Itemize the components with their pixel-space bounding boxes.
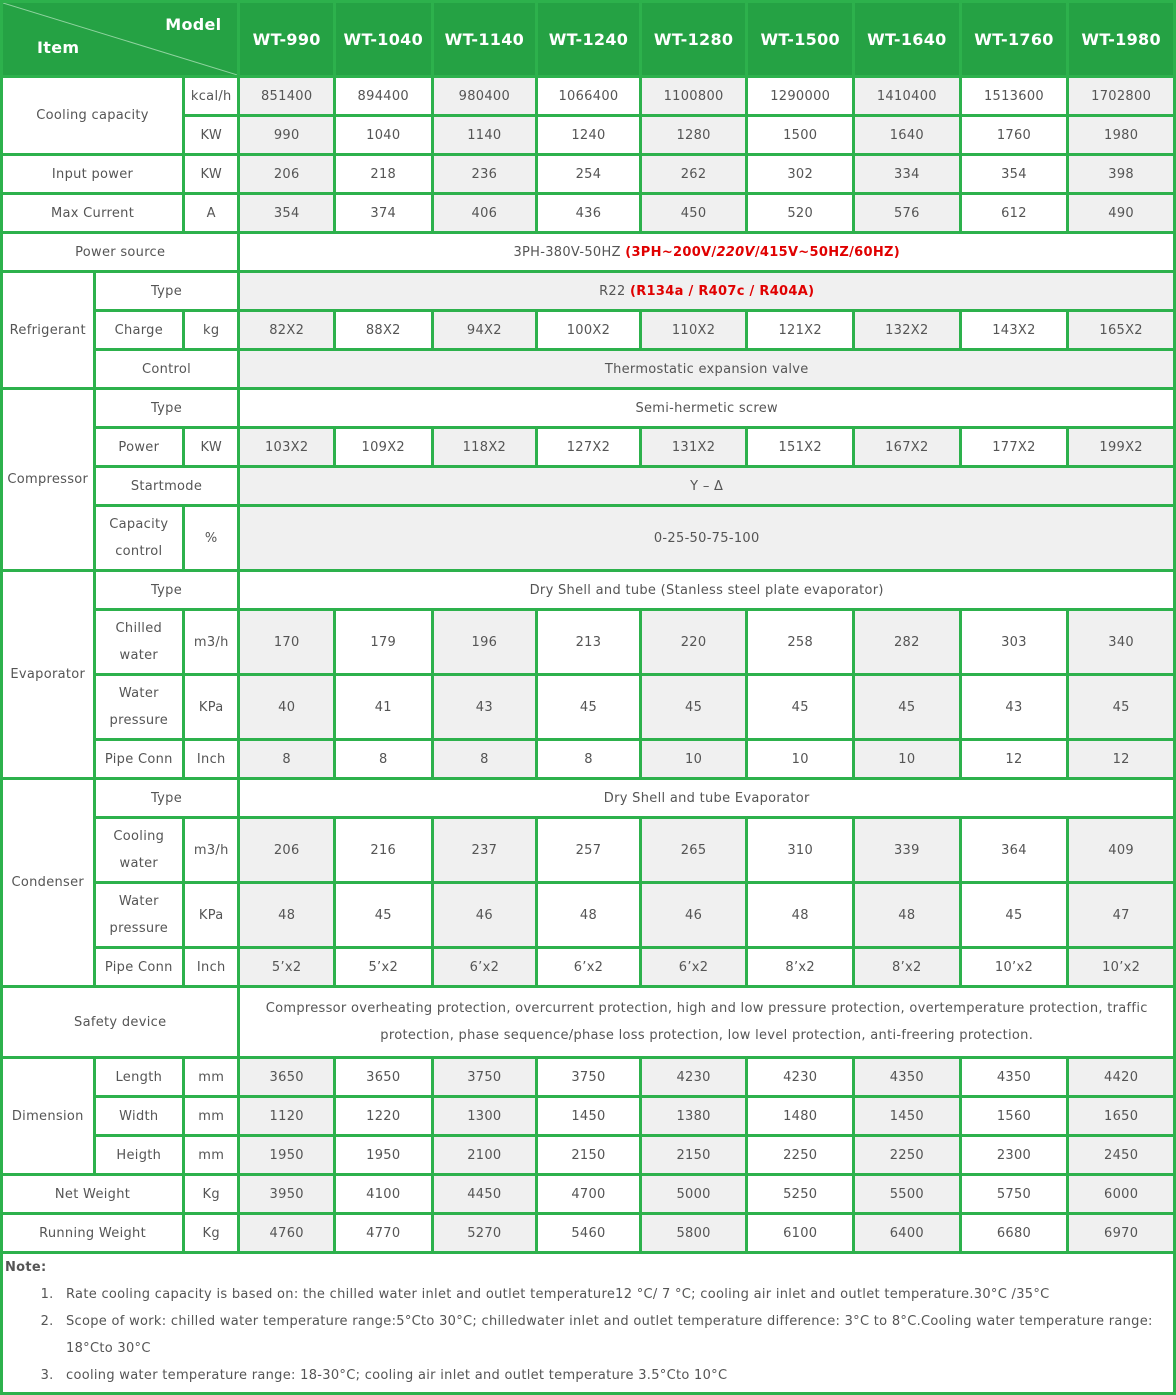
value-cell: 151X2 bbox=[747, 428, 854, 467]
value-cell: 8 bbox=[537, 740, 641, 779]
value-cell: 258 bbox=[747, 610, 854, 675]
value-cell: 1980 bbox=[1068, 116, 1175, 155]
row-label-safety-device: Safety device bbox=[2, 987, 239, 1058]
sub-label: Cooling water bbox=[94, 818, 184, 883]
value-cell: 196 bbox=[432, 610, 537, 675]
sub-label: Startmode bbox=[94, 467, 239, 506]
value-cell: 894400 bbox=[334, 77, 432, 116]
value-cell: 177X2 bbox=[960, 428, 1068, 467]
value-cell: 5460 bbox=[537, 1214, 641, 1253]
value-cell: 48 bbox=[854, 883, 961, 948]
value-cell: 88X2 bbox=[334, 311, 432, 350]
value-cell: 47 bbox=[1068, 883, 1175, 948]
table-row bbox=[2, 1136, 1175, 1175]
unit-cell: KW bbox=[184, 428, 239, 467]
value-cell: 4760 bbox=[239, 1214, 335, 1253]
value-cell: 1950 bbox=[239, 1136, 335, 1175]
table-row bbox=[2, 610, 1175, 675]
value-cell: 1702800 bbox=[1068, 77, 1175, 116]
model-name: WT-1240 bbox=[537, 2, 641, 77]
compressor-startmode-value: Y – Δ bbox=[239, 467, 1175, 506]
unit-cell: A bbox=[184, 194, 239, 233]
value-cell: 334 bbox=[854, 155, 961, 194]
value-cell: 165X2 bbox=[1068, 311, 1175, 350]
value-cell: 8 bbox=[239, 740, 335, 779]
power-source-alt bbox=[625, 245, 900, 260]
value-cell: 1650 bbox=[1068, 1097, 1175, 1136]
sub-label: Type bbox=[94, 272, 239, 311]
value-cell: 213 bbox=[537, 610, 641, 675]
group-label-evaporator: Evaporator bbox=[2, 571, 95, 779]
value-cell: 6’x2 bbox=[537, 948, 641, 987]
value-cell: 2300 bbox=[960, 1136, 1068, 1175]
table-row bbox=[2, 272, 1175, 311]
sub-label: Charge bbox=[94, 311, 184, 350]
value-cell: 1450 bbox=[537, 1097, 641, 1136]
model-label: Model bbox=[165, 15, 222, 34]
value-cell: 354 bbox=[960, 155, 1068, 194]
value-cell: 4450 bbox=[432, 1175, 537, 1214]
value-cell: 218 bbox=[334, 155, 432, 194]
row-label-net-weight: Net Weight bbox=[2, 1175, 184, 1214]
safety-device-value: Compressor overheating protection, overcurrent protection, high and low pressure protection, overtemperature protection, traffic protection, phase sequence/phase loss protection, low level protection, anti-freering protection. bbox=[239, 987, 1175, 1058]
sub-label: Pipe Conn bbox=[94, 948, 184, 987]
value-cell: 5500 bbox=[854, 1175, 961, 1214]
unit-cell: KPa bbox=[184, 675, 239, 740]
unit-cell: mm bbox=[184, 1136, 239, 1175]
group-label-refrigerant: Refrigerant bbox=[2, 272, 95, 389]
value-cell: 2250 bbox=[854, 1136, 961, 1175]
value-cell: 1280 bbox=[640, 116, 747, 155]
value-cell: 303 bbox=[960, 610, 1068, 675]
value-cell: 339 bbox=[854, 818, 961, 883]
value-cell: 374 bbox=[334, 194, 432, 233]
value-cell: 1640 bbox=[854, 116, 961, 155]
table-row bbox=[2, 1097, 1175, 1136]
value-cell: 127X2 bbox=[537, 428, 641, 467]
table-row bbox=[2, 740, 1175, 779]
table-row bbox=[2, 311, 1175, 350]
value-cell: 46 bbox=[640, 883, 747, 948]
table-row bbox=[2, 77, 1175, 116]
value-cell: 6100 bbox=[747, 1214, 854, 1253]
value-cell: 6000 bbox=[1068, 1175, 1175, 1214]
table-row bbox=[2, 883, 1175, 948]
notes-section bbox=[2, 1253, 1175, 1394]
value-cell: 8 bbox=[334, 740, 432, 779]
value-cell: 1240 bbox=[537, 116, 641, 155]
table-row bbox=[2, 818, 1175, 883]
value-cell: 6970 bbox=[1068, 1214, 1175, 1253]
row-label-max-current: Max Current bbox=[2, 194, 184, 233]
sub-label: Type bbox=[94, 779, 239, 818]
refrigerant-type-value bbox=[239, 272, 1175, 311]
notes-list bbox=[5, 1281, 1171, 1389]
value-cell: 167X2 bbox=[854, 428, 961, 467]
value-cell: 310 bbox=[747, 818, 854, 883]
sub-label: Length bbox=[94, 1058, 184, 1097]
model-name: WT-1760 bbox=[960, 2, 1068, 77]
sub-label: Heigth bbox=[94, 1136, 184, 1175]
group-label-compressor: Compressor bbox=[2, 389, 95, 571]
value-cell: 5750 bbox=[960, 1175, 1068, 1214]
value-cell: 364 bbox=[960, 818, 1068, 883]
sub-label: Water pressure bbox=[94, 675, 184, 740]
power-source-alt-part: (3PH~200V/ bbox=[625, 244, 717, 260]
notes-row bbox=[2, 1253, 1175, 1394]
table-row bbox=[2, 779, 1175, 818]
value-cell: 1500 bbox=[747, 116, 854, 155]
value-cell: 10’x2 bbox=[960, 948, 1068, 987]
value-cell: 45 bbox=[747, 675, 854, 740]
value-cell: 4770 bbox=[334, 1214, 432, 1253]
value-cell: 265 bbox=[640, 818, 747, 883]
compressor-type-value: Semi-hermetic screw bbox=[239, 389, 1175, 428]
model-name: WT-1280 bbox=[640, 2, 747, 77]
value-cell: 4350 bbox=[960, 1058, 1068, 1097]
table-row bbox=[2, 987, 1175, 1058]
value-cell: 1290000 bbox=[747, 77, 854, 116]
value-cell: 1950 bbox=[334, 1136, 432, 1175]
table-row bbox=[2, 571, 1175, 610]
value-cell: 1380 bbox=[640, 1097, 747, 1136]
power-source-value bbox=[239, 233, 1175, 272]
value-cell: 143X2 bbox=[960, 311, 1068, 350]
unit-cell: KPa bbox=[184, 883, 239, 948]
table-row bbox=[2, 675, 1175, 740]
sub-label: Type bbox=[94, 389, 239, 428]
table-row bbox=[2, 948, 1175, 987]
value-cell: 1220 bbox=[334, 1097, 432, 1136]
value-cell: 5250 bbox=[747, 1175, 854, 1214]
value-cell: 5800 bbox=[640, 1214, 747, 1253]
model-name: WT-1140 bbox=[432, 2, 537, 77]
value-cell: 8’x2 bbox=[854, 948, 961, 987]
value-cell: 109X2 bbox=[334, 428, 432, 467]
value-cell: 45 bbox=[334, 883, 432, 948]
table-row bbox=[2, 506, 1175, 571]
value-cell: 45 bbox=[1068, 675, 1175, 740]
table-row bbox=[2, 428, 1175, 467]
value-cell: 490 bbox=[1068, 194, 1175, 233]
value-cell: 5’x2 bbox=[334, 948, 432, 987]
model-name: WT-990 bbox=[239, 2, 335, 77]
table-row bbox=[2, 194, 1175, 233]
value-cell: 406 bbox=[432, 194, 537, 233]
value-cell: 131X2 bbox=[640, 428, 747, 467]
table-row bbox=[2, 233, 1175, 272]
value-cell: 43 bbox=[960, 675, 1068, 740]
value-cell: 206 bbox=[239, 155, 335, 194]
value-cell: 354 bbox=[239, 194, 335, 233]
row-label-input-power: Input power bbox=[2, 155, 184, 194]
row-label-power-source: Power source bbox=[2, 233, 239, 272]
value-cell: 121X2 bbox=[747, 311, 854, 350]
value-cell: 236 bbox=[432, 155, 537, 194]
value-cell: 2150 bbox=[640, 1136, 747, 1175]
value-cell: 3650 bbox=[239, 1058, 335, 1097]
model-name: WT-1640 bbox=[854, 2, 961, 77]
table-row bbox=[2, 350, 1175, 389]
value-cell: 8 bbox=[432, 740, 537, 779]
value-cell: 3650 bbox=[334, 1058, 432, 1097]
value-cell: 237 bbox=[432, 818, 537, 883]
unit-cell: m3/h bbox=[184, 610, 239, 675]
table-row bbox=[2, 389, 1175, 428]
value-cell: 254 bbox=[537, 155, 641, 194]
value-cell: 4420 bbox=[1068, 1058, 1175, 1097]
value-cell: 851400 bbox=[239, 77, 335, 116]
value-cell: 1040 bbox=[334, 116, 432, 155]
header-row bbox=[2, 2, 1175, 77]
table-row bbox=[2, 155, 1175, 194]
value-cell: 4100 bbox=[334, 1175, 432, 1214]
sub-label: Width bbox=[94, 1097, 184, 1136]
value-cell: 262 bbox=[640, 155, 747, 194]
value-cell: 1480 bbox=[747, 1097, 854, 1136]
value-cell: 12 bbox=[1068, 740, 1175, 779]
value-cell: 1450 bbox=[854, 1097, 961, 1136]
unit-cell: KW bbox=[184, 155, 239, 194]
value-cell: 6’x2 bbox=[432, 948, 537, 987]
value-cell: 520 bbox=[747, 194, 854, 233]
group-label-dimension: Dimension bbox=[2, 1058, 95, 1175]
value-cell: 132X2 bbox=[854, 311, 961, 350]
value-cell: 216 bbox=[334, 818, 432, 883]
value-cell: 576 bbox=[854, 194, 961, 233]
value-cell: 45 bbox=[640, 675, 747, 740]
value-cell: 1300 bbox=[432, 1097, 537, 1136]
value-cell: 199X2 bbox=[1068, 428, 1175, 467]
value-cell: 206 bbox=[239, 818, 335, 883]
model-name: WT-1040 bbox=[334, 2, 432, 77]
value-cell: 2250 bbox=[747, 1136, 854, 1175]
value-cell: 3750 bbox=[537, 1058, 641, 1097]
value-cell: 8’x2 bbox=[747, 948, 854, 987]
value-cell: 1760 bbox=[960, 116, 1068, 155]
note-item: 3. cooling water temperature range: 18-30°C; cooling air inlet and outlet temperature 3.5°Cto 10°C bbox=[58, 1362, 1171, 1389]
value-cell: 302 bbox=[747, 155, 854, 194]
value-cell: 3750 bbox=[432, 1058, 537, 1097]
header-corner bbox=[2, 2, 239, 77]
value-cell: 1140 bbox=[432, 116, 537, 155]
value-cell: 48 bbox=[239, 883, 335, 948]
value-cell: 1560 bbox=[960, 1097, 1068, 1136]
value-cell: 118X2 bbox=[432, 428, 537, 467]
value-cell: 4700 bbox=[537, 1175, 641, 1214]
value-cell: 398 bbox=[1068, 155, 1175, 194]
value-cell: 6’x2 bbox=[640, 948, 747, 987]
row-label-cooling-capacity: Cooling capacity bbox=[2, 77, 184, 155]
value-cell: 48 bbox=[747, 883, 854, 948]
sub-label: Pipe Conn bbox=[94, 740, 184, 779]
unit-cell: KW bbox=[184, 116, 239, 155]
value-cell: 103X2 bbox=[239, 428, 335, 467]
value-cell: 1410400 bbox=[854, 77, 961, 116]
unit-cell: Kg bbox=[184, 1175, 239, 1214]
sub-label: Control bbox=[94, 350, 239, 389]
value-cell: 100X2 bbox=[537, 311, 641, 350]
group-label-condenser: Condenser bbox=[2, 779, 95, 987]
refrigerant-control-value: Thermostatic expansion valve bbox=[239, 350, 1175, 389]
refrigerant-type-main: R22 bbox=[599, 283, 630, 299]
value-cell: 5’x2 bbox=[239, 948, 335, 987]
value-cell: 43 bbox=[432, 675, 537, 740]
unit-cell: Inch bbox=[184, 740, 239, 779]
value-cell: 3950 bbox=[239, 1175, 335, 1214]
value-cell: 110X2 bbox=[640, 311, 747, 350]
value-cell: 1066400 bbox=[537, 77, 641, 116]
value-cell: 45 bbox=[960, 883, 1068, 948]
value-cell: 4230 bbox=[747, 1058, 854, 1097]
row-label-running-weight: Running Weight bbox=[2, 1214, 184, 1253]
value-cell: 980400 bbox=[432, 77, 537, 116]
value-cell: 612 bbox=[960, 194, 1068, 233]
value-cell: 45 bbox=[537, 675, 641, 740]
value-cell: 179 bbox=[334, 610, 432, 675]
value-cell: 46 bbox=[432, 883, 537, 948]
unit-cell: m3/h bbox=[184, 818, 239, 883]
notes-title: Note: bbox=[5, 1260, 47, 1275]
value-cell: 4230 bbox=[640, 1058, 747, 1097]
value-cell: 10’x2 bbox=[1068, 948, 1175, 987]
value-cell: 6680 bbox=[960, 1214, 1068, 1253]
value-cell: 45 bbox=[854, 675, 961, 740]
model-name: WT-1500 bbox=[747, 2, 854, 77]
unit-cell: kg bbox=[184, 311, 239, 350]
sub-label: Power bbox=[94, 428, 184, 467]
value-cell: 409 bbox=[1068, 818, 1175, 883]
value-cell: 1100800 bbox=[640, 77, 747, 116]
value-cell: 450 bbox=[640, 194, 747, 233]
refrigerant-type-alt: (R134a / R407c / R404A) bbox=[629, 283, 815, 299]
evaporator-type-value: Dry Shell and tube (Stanless steel plate evaporator) bbox=[239, 571, 1175, 610]
value-cell: 220 bbox=[640, 610, 747, 675]
power-source-alt-part: /415V~50HZ/60HZ) bbox=[754, 244, 900, 260]
value-cell: 12 bbox=[960, 740, 1068, 779]
value-cell: 990 bbox=[239, 116, 335, 155]
unit-cell: mm bbox=[184, 1058, 239, 1097]
value-cell: 1513600 bbox=[960, 77, 1068, 116]
unit-cell: Kg bbox=[184, 1214, 239, 1253]
unit-cell: % bbox=[184, 506, 239, 571]
sub-label: Water pressure bbox=[94, 883, 184, 948]
value-cell: 2450 bbox=[1068, 1136, 1175, 1175]
item-label: Item bbox=[37, 38, 80, 57]
value-cell: 4350 bbox=[854, 1058, 961, 1097]
table-row bbox=[2, 1058, 1175, 1097]
value-cell: 340 bbox=[1068, 610, 1175, 675]
table-row bbox=[2, 467, 1175, 506]
value-cell: 10 bbox=[854, 740, 961, 779]
table-row bbox=[2, 1175, 1175, 1214]
value-cell: 170 bbox=[239, 610, 335, 675]
value-cell: 10 bbox=[640, 740, 747, 779]
value-cell: 5270 bbox=[432, 1214, 537, 1253]
value-cell: 257 bbox=[537, 818, 641, 883]
power-source-main: 3PH-380V-50HZ bbox=[513, 244, 626, 260]
sub-label: Capacity control bbox=[94, 506, 184, 571]
condenser-type-value: Dry Shell and tube Evaporator bbox=[239, 779, 1175, 818]
unit-cell: mm bbox=[184, 1097, 239, 1136]
value-cell: 94X2 bbox=[432, 311, 537, 350]
unit-cell: kcal/h bbox=[184, 77, 239, 116]
unit-cell: Inch bbox=[184, 948, 239, 987]
value-cell: 282 bbox=[854, 610, 961, 675]
value-cell: 82X2 bbox=[239, 311, 335, 350]
sub-label: Type bbox=[94, 571, 239, 610]
compressor-capacity-value: 0-25-50-75-100 bbox=[239, 506, 1175, 571]
sub-label: Chilled water bbox=[94, 610, 184, 675]
value-cell: 41 bbox=[334, 675, 432, 740]
note-item: 1. Rate cooling capacity is based on: the chilled water inlet and outlet temperature12 °C/ 7 °C; cooling air inlet and outlet temperature.30°C /35°C bbox=[58, 1281, 1171, 1308]
value-cell: 436 bbox=[537, 194, 641, 233]
value-cell: 5000 bbox=[640, 1175, 747, 1214]
value-cell: 48 bbox=[537, 883, 641, 948]
value-cell: 40 bbox=[239, 675, 335, 740]
note-item: 2. Scope of work: chilled water temperature range:5°Cto 30°C; chilledwater inlet and outlet temperature difference: 3°C to 8°C.Cooling water temperature range: 18°Cto 30°C bbox=[58, 1308, 1171, 1362]
power-source-alt-italic: 220V bbox=[716, 244, 755, 260]
value-cell: 2150 bbox=[537, 1136, 641, 1175]
value-cell: 6400 bbox=[854, 1214, 961, 1253]
value-cell: 1120 bbox=[239, 1097, 335, 1136]
value-cell: 10 bbox=[747, 740, 854, 779]
table-row bbox=[2, 1214, 1175, 1253]
value-cell: 2100 bbox=[432, 1136, 537, 1175]
model-name: WT-1980 bbox=[1068, 2, 1175, 77]
